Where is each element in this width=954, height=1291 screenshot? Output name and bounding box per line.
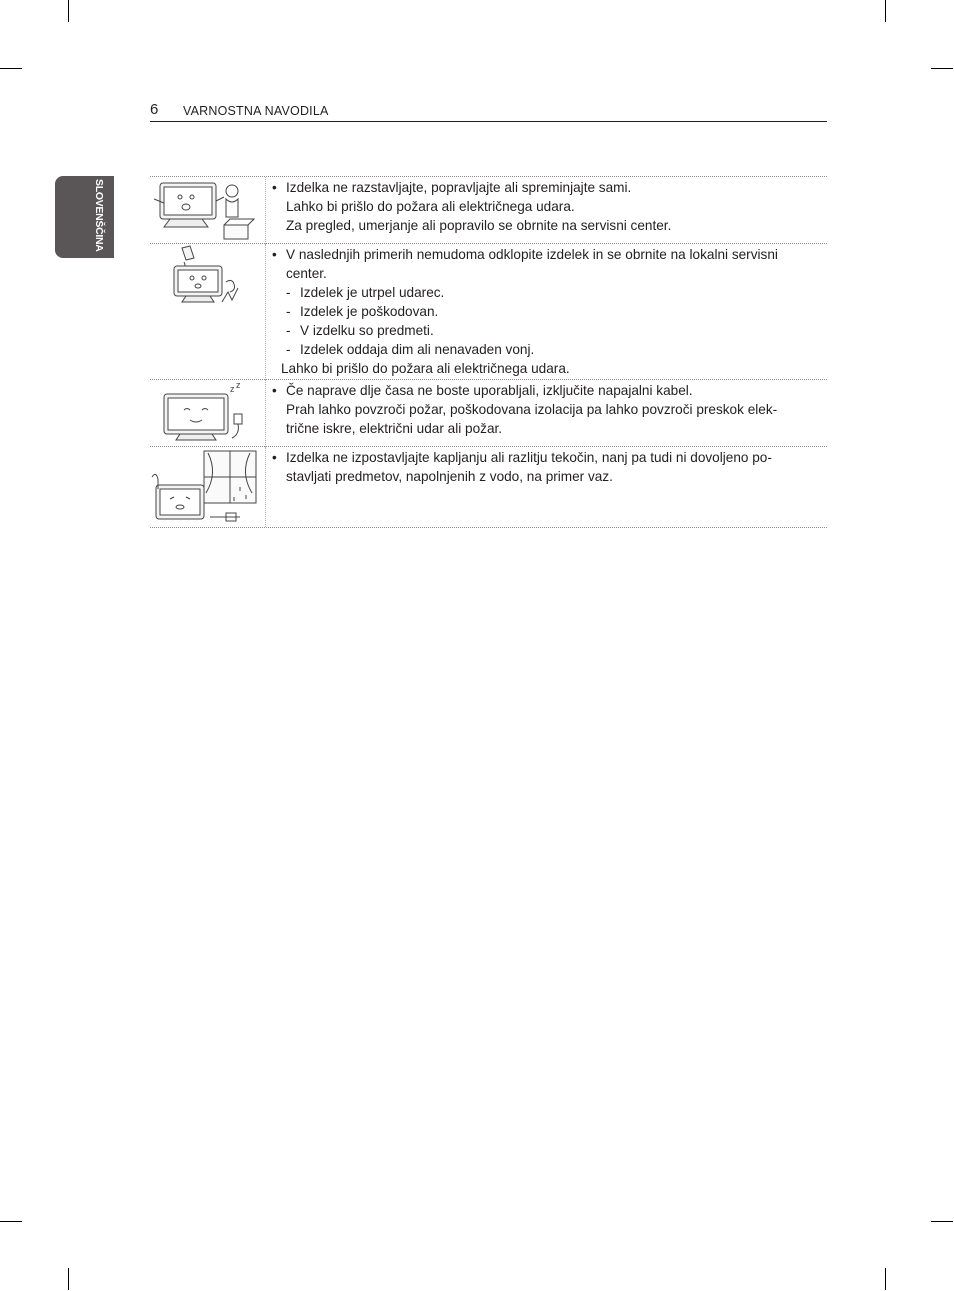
detail-text: stavljati predmetov, napolnjenih z vodo, na primer vaz. xyxy=(286,469,613,484)
crop-mark xyxy=(931,68,953,69)
language-tab-label: SLOVENŠČINA xyxy=(93,179,105,252)
bullet-text: • Če naprave dlje časa ne boste uporabljali, izključite napajalni kabel. xyxy=(272,381,827,400)
tv-unplug-illustration xyxy=(150,380,266,447)
list-item: - Izdelek je poškodovan. xyxy=(286,304,439,319)
svg-text:z: z xyxy=(230,384,235,394)
svg-text:z: z xyxy=(236,380,241,390)
list-item: - V izdelku so predmeti. xyxy=(286,323,434,338)
list-item-text: Izdelek je poškodovan. xyxy=(300,304,439,319)
crop-mark xyxy=(0,1221,22,1222)
warning-footer: Lahko bi prišlo do požara ali električnega udara. xyxy=(281,361,570,376)
page-number: 6 xyxy=(150,101,159,118)
bullet-text: • Izdelka ne razstavljajte, popravljajte ali spreminjajte sami. xyxy=(272,178,827,197)
tv-rain-illustration xyxy=(150,447,266,527)
bullet-text: • V naslednjih primerih nemudoma odklopite izdelek in se obrnite na lokalni servisni xyxy=(272,245,827,264)
detail-text: Lahko bi prišlo do požara ali električnega udara. xyxy=(286,199,575,214)
bullet-text: • Izdelka ne izpostavljajte kapljanju ali razlitju tekočin, nanj pa tudi ni dovoljeno po- xyxy=(272,448,827,467)
safety-row xyxy=(150,176,827,244)
crop-mark xyxy=(931,1221,953,1222)
language-tab xyxy=(55,176,114,258)
bullet-text-continued: center. xyxy=(286,266,327,281)
detail-text: trične iskre, električni udar ali požar. xyxy=(286,421,503,436)
detail-text: Prah lahko povzroči požar, poškodovana izolacija pa lahko povzroči preskok elek- xyxy=(286,402,778,417)
crop-mark xyxy=(885,0,886,22)
safety-row xyxy=(150,446,827,528)
section-title: VARNOSTNA NAVODILA xyxy=(183,104,329,118)
crop-mark xyxy=(68,0,69,22)
tv-damage-illustration xyxy=(150,244,266,380)
safety-row xyxy=(150,243,827,380)
crop-mark xyxy=(68,1268,69,1290)
crop-mark xyxy=(0,68,22,69)
detail-text: Za pregled, umerjanje ali popravilo se obrnite na servisni center. xyxy=(286,218,672,233)
list-item-text: Izdelek je utrpel udarec. xyxy=(300,285,445,300)
list-item-text: Izdelek oddaja dim ali nenavaden vonj. xyxy=(300,342,535,357)
list-item-text: V izdelku so predmeti. xyxy=(300,323,434,338)
header-divider xyxy=(150,121,827,122)
tv-repair-illustration xyxy=(150,177,266,244)
list-item: - Izdelek oddaja dim ali nenavaden vonj. xyxy=(286,342,535,357)
safety-row xyxy=(150,379,827,447)
crop-mark xyxy=(885,1268,886,1290)
list-item: - Izdelek je utrpel udarec. xyxy=(286,285,445,300)
